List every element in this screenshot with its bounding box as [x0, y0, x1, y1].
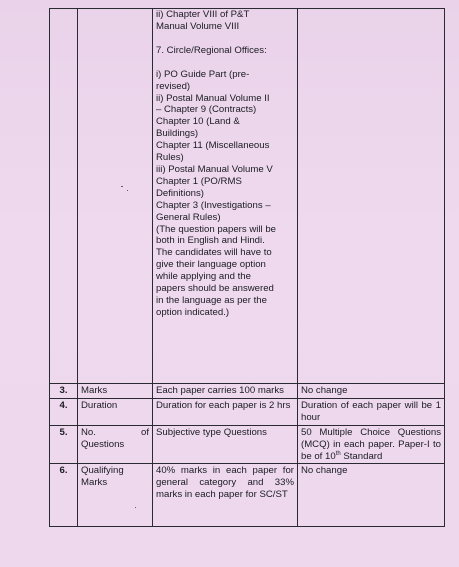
row-existing: Subjective type Questions	[153, 425, 298, 464]
item-cell	[78, 9, 153, 384]
table-row-duration	[50, 398, 445, 425]
sno-cell	[50, 9, 78, 384]
table-row-questions	[50, 425, 445, 464]
row-number: 3.	[50, 384, 78, 399]
line-gap	[156, 33, 294, 45]
row-item: Duration	[78, 398, 153, 425]
chapter-line: Chapter 11 (Miscellaneous	[156, 140, 270, 152]
line-gap	[156, 57, 294, 69]
chapter-line: papers should be answered	[156, 283, 274, 295]
chapter-line: i) PO Guide Part (pre-	[156, 68, 250, 80]
row-revised: Duration of each paper will be 1 hour	[298, 398, 445, 425]
row-existing: Each paper carries 100 marks	[153, 384, 298, 399]
chapter-line: Chapter 3 (Investigations –	[156, 199, 271, 211]
scan-speck	[121, 186, 123, 187]
chapter-line: in the language as per the	[156, 294, 267, 306]
syllabus-table	[49, 8, 445, 527]
chapter-line: while applying and the	[156, 271, 251, 283]
scan-speck	[127, 190, 128, 191]
table-row-marks	[50, 384, 445, 399]
chapter-list	[156, 9, 294, 319]
row-item-part: Questions	[81, 438, 125, 450]
chapter-line: ii) Postal Manual Volume II	[156, 92, 270, 104]
chapter-line: ii) Chapter VIII of P&T	[156, 9, 250, 20]
chapter-line: 7. Circle/Regional Offices:	[156, 44, 267, 56]
chapter-line: revised)	[156, 80, 191, 92]
revised-text: 50 Multiple Choice Questions (MCQ) in each paper. Paper-I to be of 10	[301, 426, 441, 462]
row-number: 4.	[50, 398, 78, 425]
row-existing: Duration for each paper is 2 hrs	[153, 398, 298, 425]
chapter-line: General Rules)	[156, 211, 221, 223]
table-row-continued	[50, 9, 445, 384]
row-revised	[298, 425, 445, 464]
row-number: 6.	[50, 464, 78, 527]
row-item-part: of	[140, 426, 149, 438]
chapter-line: The candidates will have to	[156, 247, 272, 259]
chapter-line: Chapter 10 (Land &	[156, 116, 240, 128]
row-item: Marks	[78, 384, 153, 399]
chapter-line: iii) Postal Manual Volume V	[156, 163, 273, 175]
row-item-part: No.	[81, 426, 96, 438]
revised-text-end: Standard	[340, 450, 383, 462]
chapter-line: Manual Volume VIII	[156, 20, 240, 32]
chapter-line: Rules)	[156, 152, 184, 164]
row-revised: No change	[298, 384, 445, 399]
row-number: 5.	[50, 425, 78, 464]
existing-provision-cell	[153, 9, 298, 384]
chapter-line: option indicated.)	[156, 306, 230, 318]
row-revised: No change	[298, 464, 445, 527]
row-item	[78, 425, 153, 464]
chapter-line: Buildings)	[156, 128, 199, 140]
scan-speck	[135, 507, 136, 508]
table-row-qualifying	[50, 464, 445, 527]
revised-provision-cell	[298, 9, 445, 384]
chapter-line: both in English and Hindi.	[156, 235, 265, 247]
chapter-line: give their language option	[156, 259, 266, 271]
row-item: Qualifying Marks	[78, 464, 153, 527]
revised-superscript: th	[335, 450, 341, 457]
row-existing: 40% marks in each paper for general category and 33% marks in each paper for SC/ST	[153, 464, 298, 527]
chapter-line: Definitions)	[156, 187, 204, 199]
chapter-line: (The question papers will be	[156, 223, 276, 235]
chapter-line: Chapter 1 (PO/RMS	[156, 175, 242, 187]
chapter-line: – Chapter 9 (Contracts)	[156, 104, 257, 116]
